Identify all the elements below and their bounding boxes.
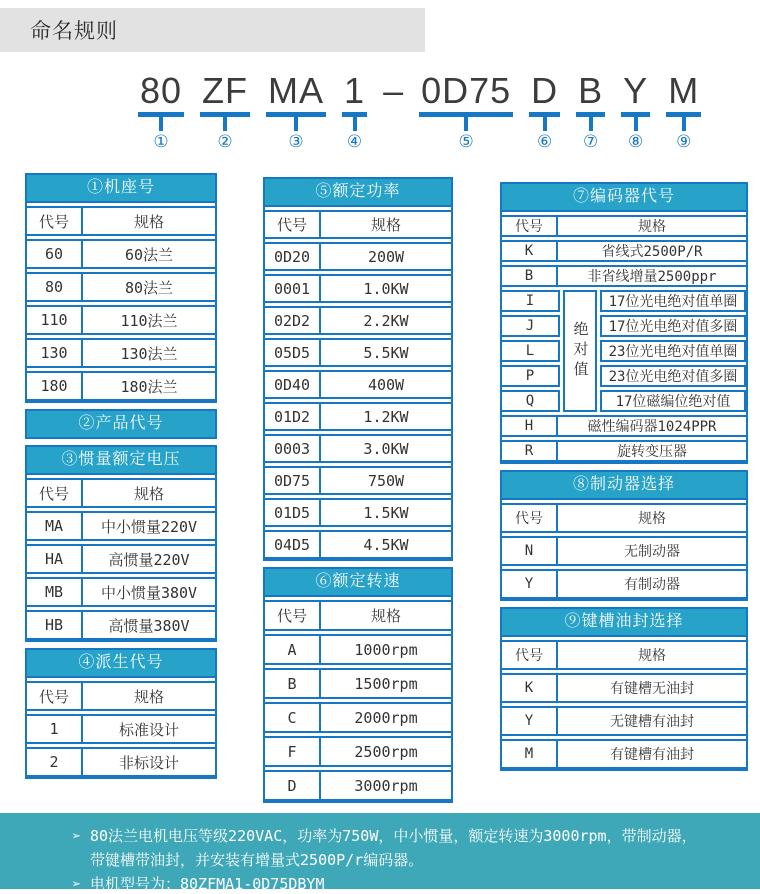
pointer-tick [589,117,593,131]
table-row [265,668,451,699]
code-cell: 0003 [265,436,321,461]
model-segment [621,72,650,151]
footer-text: 带键槽带油封，并安装有增量式2500P/r编码器。 [90,851,424,869]
summary-footer-band [0,813,760,893]
circled-number: ⑥ [537,132,553,151]
segment-text: MA [268,70,325,111]
code-cell: 0D20 [265,244,321,269]
code-cell: 0001 [265,276,321,301]
code-cell: 代号 [27,208,83,234]
spec-cell: 省线式2500P/R [601,244,703,260]
table-row [27,272,215,302]
table-row [502,706,746,736]
table-row [27,239,215,269]
code-cell: HB [27,612,83,638]
table-row [502,265,746,287]
spec-cell: 17位磁编位绝对值 [600,390,746,412]
table-row [265,338,451,367]
segment-text: Y [623,70,649,111]
spec-cell: 17位光电绝对值多圈 [600,315,746,337]
code-cell: L [502,340,560,362]
spec-cell: 1000rpm [354,640,418,659]
spec-cell: 有键槽有油封 [610,747,694,763]
segment-text: 1 [344,70,366,111]
spec-cell: 5.5KW [363,343,409,362]
code-cell: D [265,772,321,799]
spec-cell: 180法兰 [120,377,178,396]
table-header-band: ⑥额定转速 [265,569,451,597]
code-cell: 04D5 [265,532,321,557]
code-cell: HA [27,546,83,572]
spec-cell: 规格 [638,511,666,527]
column-header-row [502,503,746,533]
code-cell: 代号 [502,642,558,668]
spec-cell: 磁性编码器1024PPR [587,419,717,435]
table-inertia-voltage [25,445,217,642]
footer-text: 电机型号为：80ZFMA1-0D75DBYM [90,875,325,893]
segment-text: M [668,70,700,111]
table-header-band: ⑨键槽油封选择 [502,609,746,637]
table-header-band: ③惯量额定电压 [27,447,215,475]
code-cell: P [502,365,560,387]
column-header-row [265,600,451,631]
spec-cell: 非省线增量2500ppr [587,269,717,285]
code-cell: 05D5 [265,340,321,365]
code-cell: B [502,267,558,285]
spec-cell: 400W [367,375,405,394]
spec-cell: 750W [367,471,405,490]
arrow-bullet-icon: ➢ [72,875,82,893]
dash-separator: – [383,70,404,111]
segment-text: D [531,70,559,111]
spec-cell: 60法兰 [124,245,174,264]
circled-number: ④ [346,132,363,151]
table-row [265,770,451,801]
table-row [502,673,746,703]
code-cell: 01D5 [265,500,321,525]
code-cell: 代号 [27,683,83,709]
table-header-band: ⑤额定功率 [265,179,451,207]
spec-cell: 80法兰 [124,278,174,297]
footer-text: 80法兰电机电压等级220VAC，功率为750W，中小惯量，额定转速为3000rpm，带制动器， [90,827,697,845]
segment-text: B [578,70,604,111]
tables-column-left [25,173,217,785]
footer-line [72,872,740,894]
model-segment [266,72,326,151]
code-cell: 60 [27,241,83,267]
code-cell: 110 [27,307,83,333]
table-row [502,569,746,599]
spec-cell: 2500rpm [354,742,418,761]
code-cell: 代号 [265,602,321,629]
spec-cell: 非标设计 [118,753,179,772]
model-segment [666,72,701,151]
column-header-row [265,210,451,239]
pointer-tick [353,117,357,131]
code-cell: C [265,704,321,731]
table-keyway-oilseal [500,607,748,771]
table-brake-option [500,470,748,601]
table-row [27,511,215,541]
spec-cell: 有制动器 [624,577,680,593]
page-title-bar [0,8,425,52]
spec-cell: 规格 [370,607,401,625]
code-cell: 1 [27,716,83,742]
table-frame-size [25,173,217,403]
table-header-band: ⑦编码器代号 [502,184,746,212]
model-segment [342,72,367,151]
code-cell: I [502,290,560,312]
circled-number: ② [217,132,233,151]
segment-text: 0D75 [421,70,512,111]
table-row [27,577,215,607]
table-row [265,530,451,559]
table-rated-speed [263,567,453,803]
code-cell: 02D2 [265,308,321,333]
code-cell: 2 [27,749,83,775]
code-cell: K [502,675,558,701]
column-header-row [27,478,215,508]
table-row [265,736,451,767]
footer-line [72,848,740,872]
code-cell: Y [502,571,558,597]
spec-cell: 规格 [638,648,666,664]
table-row [27,305,215,335]
circled-number: ⑤ [458,132,474,151]
merged-cell-text: 绝对值 [571,321,589,381]
table-header-band: ④派生代号 [27,650,215,678]
table-row [27,338,215,368]
table-rated-power [263,177,453,561]
code-cell: 代号 [265,212,321,237]
spec-cell: 1.2KW [363,407,409,426]
segment-text: 80 [140,70,183,111]
code-cell: Y [502,708,558,734]
table-row [502,415,746,437]
column-header-row [502,640,746,670]
table-derived-code [25,648,217,779]
table-row [27,544,215,574]
spec-cell: 中小惯量220V [100,517,198,536]
code-cell: K [502,242,558,260]
spec-cell: 规格 [133,484,164,503]
spec-cell: 4.5KW [363,535,409,554]
code-cell: 代号 [502,505,558,531]
table-row [502,536,746,566]
pointer-tick [464,117,468,131]
footer-line [72,824,740,848]
model-segment [529,72,560,151]
column-header-row [502,215,746,237]
pointer-tick [223,117,227,131]
table-row [265,306,451,335]
code-column [502,290,560,412]
tables-column-right [500,182,748,777]
spec-cell: 有键槽无油封 [610,681,694,697]
code-cell: 80 [27,274,83,300]
table-row [502,440,746,462]
table-row [265,466,451,495]
table-row [27,610,215,640]
spec-cell: 旋转变压器 [617,444,687,460]
column-header-row [27,206,215,236]
spec-cell: 130法兰 [120,344,178,363]
spec-cell: 23位光电绝对值单圈 [600,340,746,362]
model-number-diagram [138,72,701,151]
spec-cell: 中小惯量380V [100,583,198,602]
spec-cell: 规格 [133,687,164,706]
code-cell: 代号 [27,480,83,506]
model-segment [138,72,184,151]
pointer-tick [294,117,298,131]
table-product-code [25,409,217,439]
code-cell: F [265,738,321,765]
code-cell: 130 [27,340,83,366]
table-row [265,402,451,431]
circled-number: ① [153,132,169,151]
merged-cell-column [563,290,597,412]
table-header-band: ①机座号 [27,175,215,203]
spec-cell: 2000rpm [354,708,418,727]
code-cell: R [502,442,558,460]
spec-column [600,290,746,412]
table-row [265,498,451,527]
table-header-band: ⑧制动器选择 [502,472,746,500]
pointer-tick [543,117,547,131]
table-row [265,634,451,665]
code-cell: M [502,741,558,767]
spec-cell: 高惯量380V [108,616,190,635]
spec-cell: 标准设计 [118,720,179,739]
code-cell: 0D75 [265,468,321,493]
spec-cell: 规格 [133,212,164,231]
pointer-tick [159,117,163,131]
code-cell: J [502,315,560,337]
spec-cell: 3000rpm [354,776,418,795]
tables-column-middle [263,177,453,809]
arrow-bullet-icon [72,848,90,872]
code-cell: Q [502,390,560,412]
table-row [265,702,451,733]
spec-cell: 23位光电绝对值多圈 [600,365,746,387]
table-row [27,747,215,777]
circled-number: ⑦ [583,132,599,151]
circled-number: ③ [288,132,304,151]
pointer-tick [682,117,686,131]
table-row [502,240,746,262]
code-cell: N [502,538,558,564]
model-segment [576,72,605,151]
column-header-row [27,681,215,711]
table-header-band: ②产品代号 [27,411,215,437]
page-title: 命名规则 [30,20,118,43]
code-cell: 180 [27,373,83,399]
code-cell: H [502,417,558,435]
table-row [265,242,451,271]
spec-cell: 规格 [638,219,666,235]
circled-number: ⑧ [628,132,644,151]
code-cell: A [265,636,321,663]
table-row [265,434,451,463]
arrow-bullet-icon: ➢ [72,827,82,845]
code-cell: 代号 [502,217,558,235]
code-cell: B [265,670,321,697]
spec-cell: 3.0KW [363,439,409,458]
spec-cell: 200W [367,247,405,266]
table-row [265,370,451,399]
code-cell: 0D40 [265,372,321,397]
spec-cell: 规格 [370,216,401,234]
model-segment [419,72,513,151]
spec-cell: 1.5KW [363,503,409,522]
table-encoder-code [500,182,748,464]
model-segment [200,72,250,151]
spec-cell: 无制动器 [624,544,680,560]
table-row [502,739,746,769]
spec-cell: 17位光电绝对值单圈 [600,290,746,312]
code-cell: 01D2 [265,404,321,429]
circled-number: ⑨ [676,132,692,151]
spec-cell: 1.0KW [363,279,409,298]
merged-row-group [502,290,746,412]
table-row [265,274,451,303]
spec-cell: 110法兰 [120,311,178,330]
table-row [27,371,215,401]
pointer-tick [634,117,638,131]
segment-text: ZF [202,70,249,111]
spec-cell: 2.2KW [363,311,409,330]
spec-cell: 1500rpm [354,674,418,693]
spec-cell: 无键槽有油封 [610,714,694,730]
spec-cell: 高惯量220V [108,550,190,569]
table-row [27,714,215,744]
code-cell: MA [27,513,83,539]
code-cell: MB [27,579,83,605]
merged-cell [563,290,597,412]
